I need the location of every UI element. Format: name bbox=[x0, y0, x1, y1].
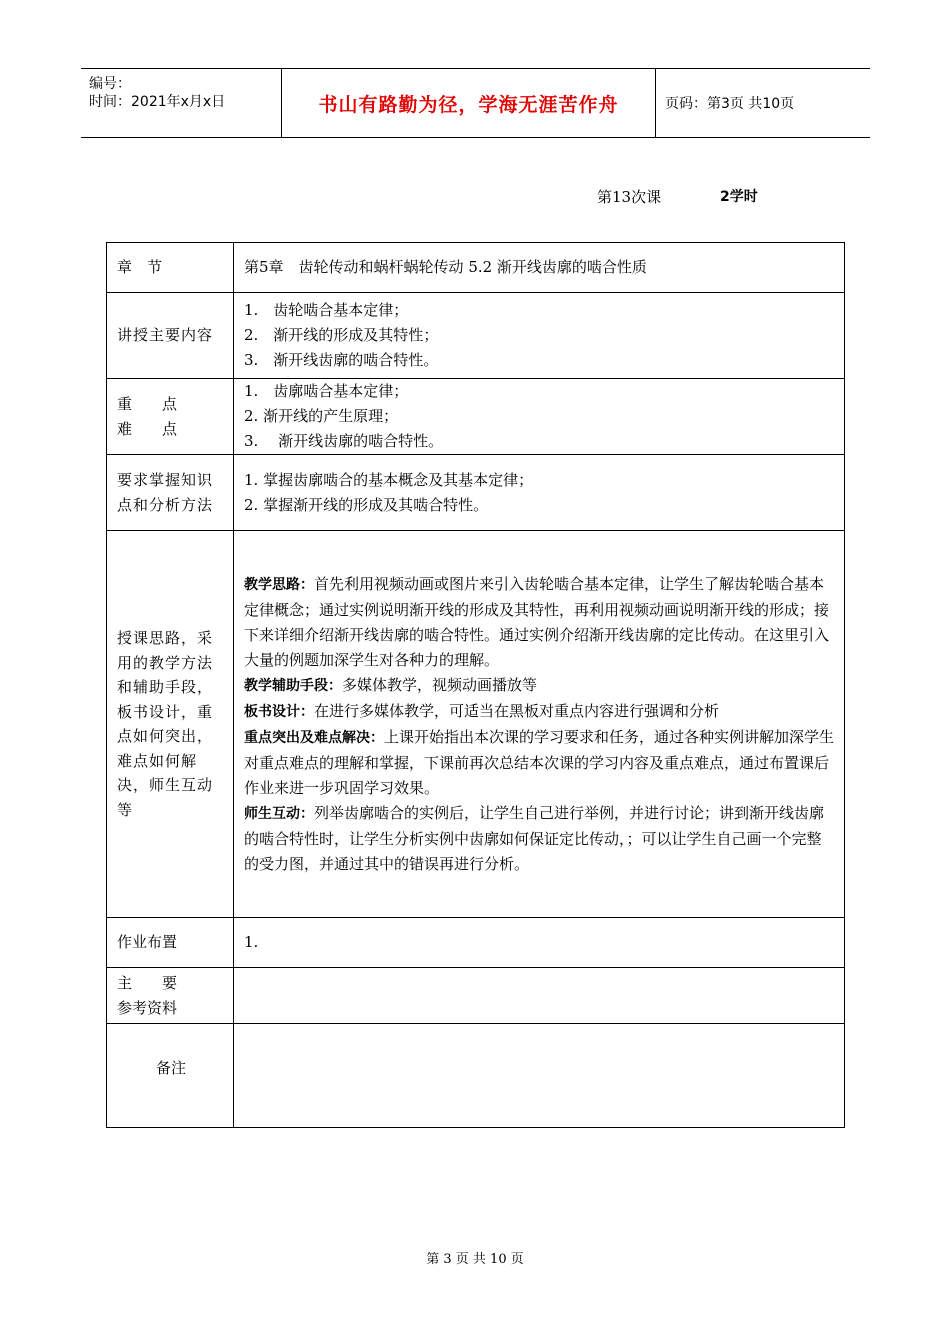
require-item: 2. 掌握渐开线的形成及其啮合特性。 bbox=[244, 495, 489, 514]
table-row-method bbox=[107, 531, 845, 918]
method-value bbox=[234, 531, 845, 918]
page-footer: 第 3 页 共 10 页 bbox=[426, 1252, 524, 1267]
content-item: 2. 渐开线的形成及其特性； bbox=[244, 326, 439, 344]
lesson-plan-table bbox=[106, 242, 845, 1128]
header-meta bbox=[81, 69, 281, 137]
method-paragraph: 教学思路：首先利用视频动画或图片来引入齿轮啮合基本定律，让学生了解齿轮啮合基本定律概念；通过实例说明渐开线的形成及其特性，再利用视频动画说明渐开线的形成；接下来详细介绍渐开线齿廓的啮合特性。通过实例介绍渐开线齿廓的定比传动。在这里引入大量的例题加深学生对各种力的理解。 bbox=[244, 574, 830, 669]
key-label-2: 难 点 bbox=[117, 419, 178, 438]
refs-label-1: 主 要 bbox=[117, 973, 178, 992]
content-value bbox=[234, 293, 845, 379]
page-info-text: 页码：第3页 共10页 bbox=[665, 96, 795, 112]
homework-label: 作业布置 bbox=[107, 918, 234, 968]
number-label: 编号： bbox=[89, 76, 131, 92]
key-label-1: 重 点 bbox=[117, 394, 178, 413]
lesson-count: 第13次课 bbox=[597, 188, 662, 206]
key-label bbox=[107, 379, 234, 455]
header-motto: 书山有路勤为径，学海无涯苦作舟 bbox=[281, 69, 656, 137]
require-label: 要求掌握知识点和分析方法 bbox=[107, 455, 234, 531]
table-row-content bbox=[107, 293, 845, 379]
key-item: 3. 渐开线齿廓的啮合特性。 bbox=[244, 432, 444, 450]
key-value bbox=[234, 379, 845, 455]
method-paragraph: 板书设计：在进行多媒体教学，可适当在黑板对重点内容进行强调和分析 bbox=[244, 701, 720, 720]
time-label: 时间：2021年x月x日 bbox=[89, 94, 226, 110]
key-item: 2. 渐开线的产生原理； bbox=[244, 407, 399, 425]
page-header bbox=[81, 68, 870, 138]
require-item: 1. 掌握齿廓啮合的基本概念及其基本定律； bbox=[244, 470, 534, 489]
table-row-notes bbox=[107, 1024, 845, 1128]
content-item: 1. 齿轮啮合基本定律； bbox=[244, 301, 409, 319]
method-paragraph: 重点突出及难点解决：上课开始指出本次课的学习要求和任务，通过各种实例讲解加深学生对重点难点的理解和掌握，下课前再次总结本次课的学习内容及重点难点，通过布置课后作业来进一步巩固学习效果。 bbox=[244, 727, 835, 797]
lesson-hours: 2学时 bbox=[720, 189, 758, 205]
notes-value bbox=[234, 1024, 845, 1128]
key-item: 1. 齿廓啮合基本定律； bbox=[244, 382, 409, 400]
content-label: 讲授主要内容 bbox=[107, 293, 234, 379]
table-row-homework bbox=[107, 918, 845, 968]
table-row-requirements bbox=[107, 455, 845, 531]
refs-value bbox=[234, 968, 845, 1024]
method-paragraph: 教学辅助手段：多媒体教学，视频动画播放等 bbox=[244, 675, 538, 694]
table-row-chapter bbox=[107, 243, 845, 293]
chapter-label: 章 节 bbox=[107, 243, 234, 293]
refs-label-2: 参考资料 bbox=[117, 998, 178, 1017]
table-row-key-points bbox=[107, 379, 845, 455]
table-row-references bbox=[107, 968, 845, 1024]
method-label: 授课思路，采用的教学方法和辅助手段，板书设计，重点如何突出，难点如何解决，师生互动等 bbox=[107, 531, 234, 918]
refs-label bbox=[107, 968, 234, 1024]
content-item: 3. 渐开线齿廓的啮合特性。 bbox=[244, 351, 439, 369]
homework-value: 1. bbox=[234, 918, 845, 968]
notes-label: 备注 bbox=[107, 1024, 234, 1128]
method-paragraph: 师生互动：列举齿廓啮合的实例后，让学生自己进行举例，并进行讨论；讲到渐开线齿廓的啮合特性时，让学生分析实例中齿廓如何保证定比传动，；可以让学生自己画一个完整的受力图，并通过其中的错误再进行分析。 bbox=[244, 803, 825, 873]
chapter-value: 第5章 齿轮传动和蜗杆蜗轮传动 5.2 渐开线齿廓的啮合性质 bbox=[234, 243, 845, 293]
require-value bbox=[234, 455, 845, 531]
header-page-info bbox=[655, 69, 870, 137]
